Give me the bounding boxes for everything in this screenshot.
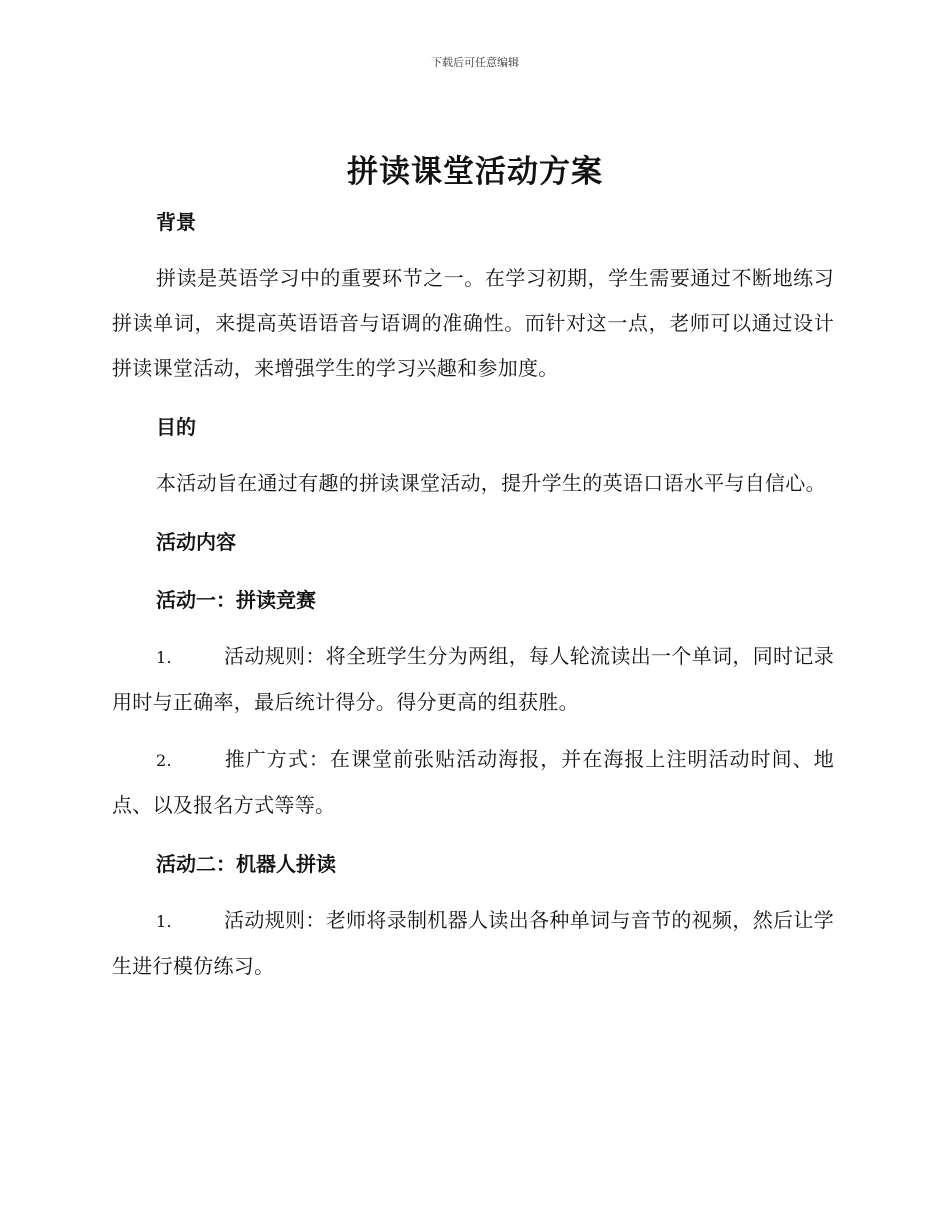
paragraph-background: 拼读是英语学习中的重要环节之一。在学习初期，学生需要通过不断地练习拼读单词，来提高英语语音与语调的准确性。而针对这一点，老师可以通过设计拼读课堂活动，来增强学生的学习兴趣和参加度。 bbox=[112, 266, 834, 380]
list-item-text: 推广方式：在课堂前张贴活动海报，并在海报上注明活动时间、地点、以及报名方式等等。 bbox=[112, 747, 834, 817]
list-number: 1. bbox=[156, 648, 172, 667]
document-body bbox=[112, 198, 834, 989]
document-title: 拼读课堂活动方案 bbox=[347, 154, 603, 190]
heading-activity-two: 活动二：机器人拼读 bbox=[156, 852, 336, 876]
list-item bbox=[112, 737, 834, 828]
header-note: 下载后可任意编辑 bbox=[431, 56, 519, 69]
heading-background: 背景 bbox=[156, 210, 196, 234]
list-number: 1. bbox=[156, 912, 172, 931]
heading-activity-content: 活动内容 bbox=[156, 530, 236, 554]
heading-activity-one: 活动一：拼读竞赛 bbox=[156, 588, 316, 612]
list-item-text: 活动规则：老师将录制机器人读出各种单词与音节的视频，然后让学生进行模仿练习。 bbox=[112, 908, 834, 978]
paragraph-purpose: 本活动旨在通过有趣的拼读课堂活动，提升学生的英语口语水平与自信心。 bbox=[156, 471, 826, 495]
list-item bbox=[112, 634, 834, 725]
list-number: 2. bbox=[156, 751, 172, 770]
list-item-text: 活动规则：将全班学生分为两组，每人轮流读出一个单词，同时记录用时与正确率，最后统计得分。得分更高的组获胜。 bbox=[112, 644, 834, 714]
heading-purpose: 目的 bbox=[156, 415, 196, 439]
list-item bbox=[112, 898, 834, 989]
